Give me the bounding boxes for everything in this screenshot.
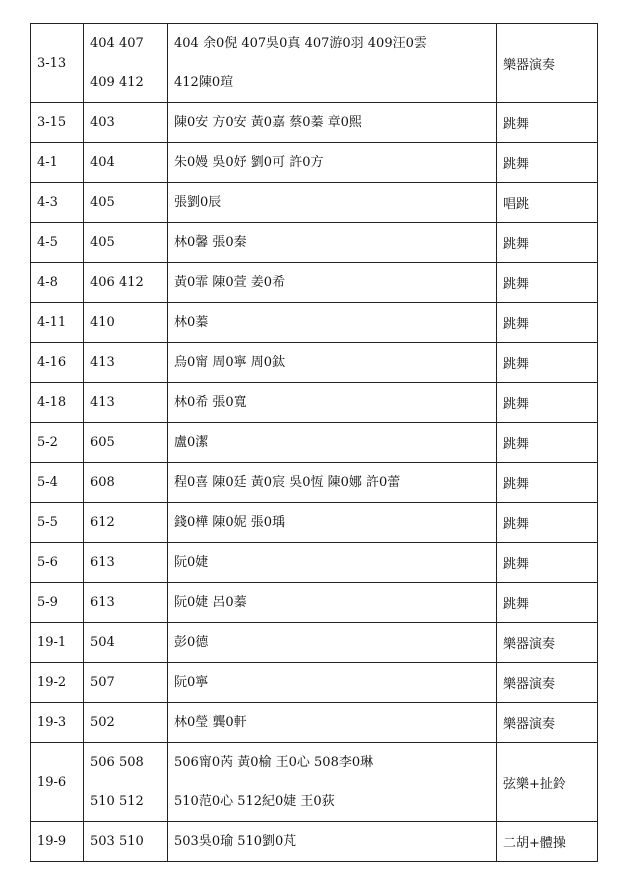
- performance-type-cell: 樂器演奏: [497, 663, 598, 703]
- performer-names-line: 510范0心 512紀0婕 王0荻: [174, 794, 335, 809]
- performer-names-cell: [168, 183, 497, 223]
- table-row: [31, 383, 598, 423]
- performer-names-line: 張劉0辰: [174, 195, 222, 210]
- performer-names-cell: [168, 223, 497, 263]
- class-line: 608: [90, 475, 115, 490]
- performer-names-line: 506甯0芮 黃0榆 王0心 508李0琳: [174, 755, 374, 770]
- class-cell: [84, 703, 168, 743]
- class-cell: [84, 543, 168, 583]
- table-row: [31, 743, 598, 822]
- performer-names-cell: [168, 663, 497, 703]
- performance-type-cell: 跳舞: [497, 143, 598, 183]
- performer-names-cell: [168, 423, 497, 463]
- table-row: [31, 503, 598, 543]
- performance-type-cell: 跳舞: [497, 103, 598, 143]
- class-cell: [84, 463, 168, 503]
- class-cell: [84, 743, 168, 822]
- performer-names-cell: [168, 343, 497, 383]
- table-row: [31, 103, 598, 143]
- performer-names-cell: [168, 263, 497, 303]
- class-line: 403: [90, 115, 115, 130]
- class-cell: [84, 503, 168, 543]
- class-line: 510 512: [90, 794, 144, 809]
- performance-type-cell: 樂器演奏: [497, 703, 598, 743]
- program-id-cell: 4-18: [31, 383, 84, 423]
- performer-names-line: 404 余0倪 407吳0真 407游0羽 409汪0雲: [174, 36, 427, 51]
- class-line: 605: [90, 435, 115, 450]
- class-line: 404: [90, 155, 115, 170]
- class-line: 507: [90, 675, 115, 690]
- class-line: 410: [90, 315, 115, 330]
- program-id-cell: 19-9: [31, 822, 84, 862]
- performer-names-line: 412陳0瑄: [174, 75, 234, 90]
- class-line: 502: [90, 715, 115, 730]
- class-cell: [84, 423, 168, 463]
- class-line: 612: [90, 515, 115, 530]
- program-id-cell: 19-1: [31, 623, 84, 663]
- performer-names-line: 朱0嫚 吳0妤 劉0可 許0方: [174, 155, 324, 170]
- performer-names-cell: [168, 143, 497, 183]
- performer-names-line: 阮0寧: [174, 675, 209, 690]
- class-cell: [84, 263, 168, 303]
- performer-names-line: 阮0婕: [174, 555, 209, 570]
- program-id-cell: 5-9: [31, 583, 84, 623]
- performer-names-cell: [168, 543, 497, 583]
- program-id-cell: 4-5: [31, 223, 84, 263]
- performer-names-line: 黃0霏 陳0萱 姜0希: [174, 275, 286, 290]
- program-id-cell: 4-8: [31, 263, 84, 303]
- performer-names-line: 盧0潔: [174, 435, 209, 450]
- performer-names-line: 503吳0瑜 510劉0芃: [174, 834, 297, 849]
- performance-type-cell: 樂器演奏: [497, 24, 598, 103]
- table-row: [31, 703, 598, 743]
- class-cell: [84, 663, 168, 703]
- class-cell: [84, 103, 168, 143]
- performer-names-line: 彭0德: [174, 635, 209, 650]
- performance-type-cell: 跳舞: [497, 543, 598, 583]
- table-row: [31, 143, 598, 183]
- performer-names-cell: [168, 103, 497, 143]
- performer-names-line: 錢0樺 陳0妮 張0瑀: [174, 515, 286, 530]
- class-line: 613: [90, 555, 115, 570]
- class-cell: [84, 623, 168, 663]
- performer-names-cell: [168, 463, 497, 503]
- table-row: [31, 423, 598, 463]
- class-line: 409 412: [90, 75, 144, 90]
- program-id-cell: 4-1: [31, 143, 84, 183]
- program-id-cell: 4-16: [31, 343, 84, 383]
- performer-names-line: 陳0安 方0安 黃0嘉 蔡0蓁 章0熙: [174, 115, 362, 130]
- class-line: 405: [90, 235, 115, 250]
- program-id-cell: 19-6: [31, 743, 84, 822]
- table-row: [31, 663, 598, 703]
- performer-names-cell: [168, 703, 497, 743]
- class-line: 506 508: [90, 755, 144, 770]
- performance-type-cell: 樂器演奏: [497, 623, 598, 663]
- class-line: 406 412: [90, 275, 144, 290]
- table-row: [31, 263, 598, 303]
- performance-table-body: [31, 24, 598, 862]
- table-row: [31, 623, 598, 663]
- performer-names-line: 阮0婕 呂0蓁: [174, 595, 247, 610]
- table-row: [31, 24, 598, 103]
- class-cell: [84, 143, 168, 183]
- performance-type-cell: 跳舞: [497, 383, 598, 423]
- performer-names-line: 程0喜 陳0廷 黃0宸 吳0恆 陳0娜 許0蕾: [174, 475, 401, 490]
- performer-names-line: 烏0甯 周0寧 周0鈦: [174, 355, 286, 370]
- class-line: 404 407: [90, 36, 144, 51]
- table-row: [31, 463, 598, 503]
- performance-type-cell: 跳舞: [497, 583, 598, 623]
- program-id-cell: 5-2: [31, 423, 84, 463]
- program-id-cell: 4-11: [31, 303, 84, 343]
- program-id-cell: 4-3: [31, 183, 84, 223]
- class-line: 413: [90, 395, 115, 410]
- class-cell: [84, 303, 168, 343]
- performer-names-cell: [168, 623, 497, 663]
- class-cell: [84, 822, 168, 862]
- performer-names-line: 林0瑩 龔0軒: [174, 715, 247, 730]
- performance-type-cell: 跳舞: [497, 503, 598, 543]
- table-row: [31, 583, 598, 623]
- table-row: [31, 223, 598, 263]
- table-row: [31, 303, 598, 343]
- performance-type-cell: 弦樂+扯鈴: [497, 743, 598, 822]
- class-line: 504: [90, 635, 115, 650]
- performer-names-cell: [168, 303, 497, 343]
- performance-type-cell: 跳舞: [497, 223, 598, 263]
- performance-type-cell: 跳舞: [497, 463, 598, 503]
- program-id-cell: 3-15: [31, 103, 84, 143]
- performer-names-cell: [168, 743, 497, 822]
- class-line: 413: [90, 355, 115, 370]
- class-cell: [84, 223, 168, 263]
- class-line: 405: [90, 195, 115, 210]
- performer-names-cell: [168, 24, 497, 103]
- table-row: [31, 183, 598, 223]
- performance-table: [30, 23, 598, 862]
- performer-names-line: 林0蓁: [174, 315, 209, 330]
- program-id-cell: 19-2: [31, 663, 84, 703]
- performance-type-cell: 二胡+體操: [497, 822, 598, 862]
- class-cell: [84, 383, 168, 423]
- class-line: 503 510: [90, 834, 144, 849]
- performer-names-line: 林0馨 張0秦: [174, 235, 247, 250]
- program-id-cell: 5-5: [31, 503, 84, 543]
- class-cell: [84, 183, 168, 223]
- performance-type-cell: 跳舞: [497, 423, 598, 463]
- performer-names-line: 林0希 張0寬: [174, 395, 247, 410]
- table-row: [31, 822, 598, 862]
- performer-names-cell: [168, 503, 497, 543]
- performance-type-cell: 唱跳: [497, 183, 598, 223]
- class-cell: [84, 24, 168, 103]
- class-cell: [84, 343, 168, 383]
- table-row: [31, 343, 598, 383]
- class-line: 613: [90, 595, 115, 610]
- table-row: [31, 543, 598, 583]
- program-id-cell: 5-6: [31, 543, 84, 583]
- performance-type-cell: 跳舞: [497, 263, 598, 303]
- program-id-cell: 19-3: [31, 703, 84, 743]
- performer-names-cell: [168, 583, 497, 623]
- program-id-cell: 5-4: [31, 463, 84, 503]
- performance-type-cell: 跳舞: [497, 303, 598, 343]
- class-cell: [84, 583, 168, 623]
- performer-names-cell: [168, 822, 497, 862]
- performance-type-cell: 跳舞: [497, 343, 598, 383]
- program-id-cell: 3-13: [31, 24, 84, 103]
- performer-names-cell: [168, 383, 497, 423]
